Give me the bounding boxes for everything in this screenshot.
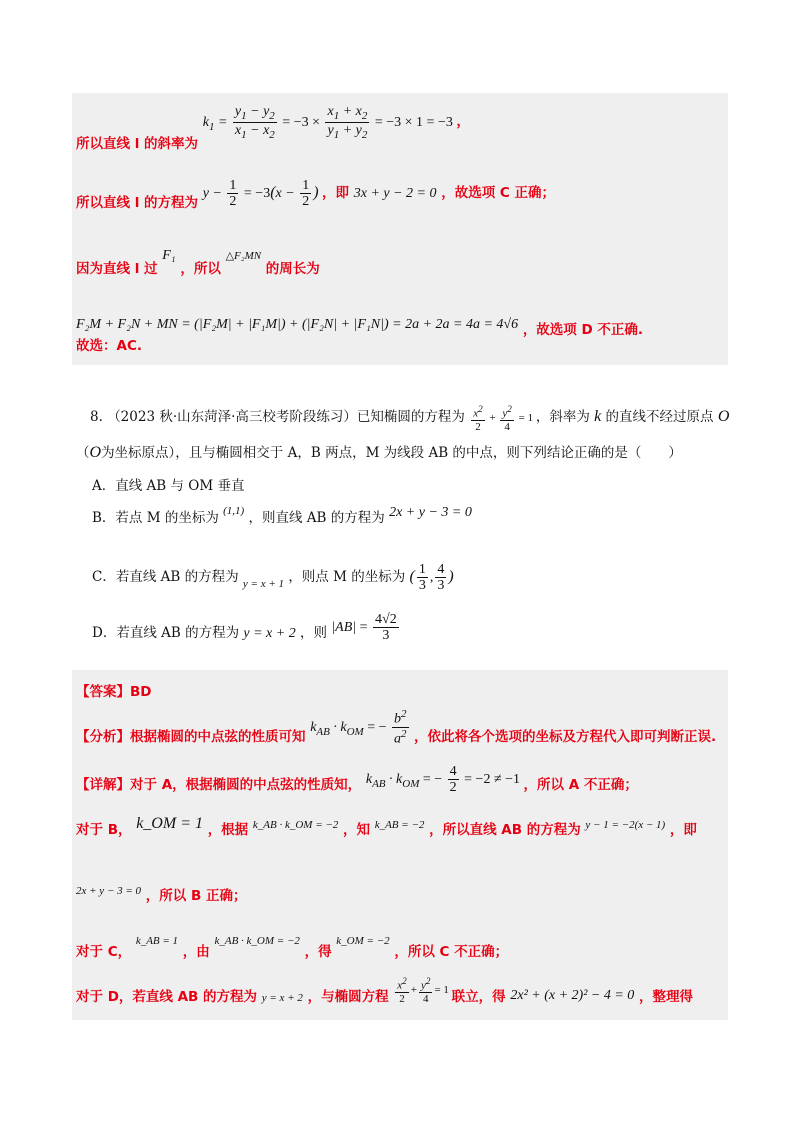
perimeter-line: F₂M + F₂N + MN = (|F₂M| + |F₁M|) + (|F₂N| + |F₁N|) = 2a + 2a = 4a = 4√6 ，故选项 D 不正确.: [76, 317, 644, 338]
option-b-equation: 2x + y − 3 = 0: [389, 505, 472, 520]
case-d-ellipse: $\frac{x^2}{2}$ + $\frac{y^2}{4}$ = 1: [397, 976, 449, 1005]
option-d-equation: y = x + 2: [243, 626, 296, 642]
choice-line: 故选：AC.: [76, 338, 142, 354]
origin-symbol: O: [717, 407, 730, 425]
question-line-1: 8. （2023 秋·山东菏泽·高三校考阶段练习）已知椭圆的方程为 $\frac{x^2}{2}$ + $\frac{y^2}{4}$ = 1 ，斜率为 k 的直线不经过原点 O: [90, 404, 730, 433]
case-b-product: k_AB · k_OM = −2: [252, 819, 339, 831]
option-d-length: |AB| = $\frac{4√2}{3}$: [331, 612, 397, 644]
focus-symbol: F₁: [162, 248, 176, 263]
option-a: A．直线 AB 与 OM 垂直: [92, 478, 245, 494]
case-b-line: 对于 B， k_OM = 1 ，根据 k_AB · k_OM = −2 ，知 k_AB = −2 ，所以直线 AB 的方程为 y − 1 = −2(x − 1) ，即: [76, 815, 697, 838]
case-b-result: 2x + y − 3 = 0: [76, 885, 142, 897]
case-c-product: k_AB · k_OM = −2: [214, 935, 300, 947]
ellipse-equation: $\frac{x^2}{2}$ + $\frac{y^2}{4}$ = 1: [473, 404, 534, 433]
case-b-equation: y − 1 = −2(x − 1): [585, 819, 666, 831]
option-c: C．若直线 AB 的方程为 $_{y = x + 1}$ ，则点 M 的坐标为 ( $\frac{1}{3}$ , $\frac{4}{3}$ ): [92, 562, 454, 594]
detail-formula: $k_{AB} \cdot k_{OM}$ = − $\frac{4}{2}$ = −2 ≠ −1: [365, 764, 521, 796]
option-b-point: (1,1): [223, 505, 245, 517]
question-line-2: （O为坐标原点），且与椭圆相交于 A，B 两点，M 为线段 AB 的中点，则下列结论正确的是（ ）: [76, 444, 682, 461]
option-b: B．若点 M 的坐标为 $^{(1,1)}$ ，则直线 AB 的方程为 2x + y − 3 = 0: [92, 505, 472, 526]
case-d-line: 对于 D，若直线 AB 的方程为 $_{y = x + 2}$ ，与椭圆方程 $\frac{x^2}{2}$ + $\frac{y^2}{4}$ = 1 联立，得 2x² + (x + 2)² − 4 = 0 ，整理得: [76, 976, 693, 1005]
case-d-system: 2x² + (x + 2)² − 4 = 0: [510, 987, 635, 1003]
analysis-line: 【分析】根据椭圆的中点弦的性质可知 $k_{AB} \cdot k_{OM}$ = − $\frac{b^2}{a^2}$ ，依此将各个选项的坐标及方程代入即可判断正误.: [76, 708, 717, 747]
answer-line: 【答案】BD: [76, 684, 152, 700]
detail-line: 【详解】对于 A，根据椭圆的中点弦的性质知， $k_{AB} \cdot k_{OM}$ = − $\frac{4}{2}$ = −2 ≠ −1 ，所以 A 不正确；: [76, 764, 638, 796]
case-c-line: 对于 C， k_AB = 1 ，由 k_AB · k_OM = −2 ，得 k_OM = −2 ，所以 C 不正确；: [76, 935, 509, 960]
triangle-symbol: △F₂MN: [225, 250, 262, 262]
slope-line: 所以直线 l 的斜率为 $k_1$ = $\frac{y_1 - y_2}{x_1 - x_2}$ = −3 × $\frac{x_1 + x_2}{y_1 + y_2}$ = −3 × 1 = −3 ，: [76, 104, 470, 152]
case-c-kab: k_AB = 1: [135, 935, 179, 947]
case-d-equation: y = x + 2: [261, 991, 303, 1004]
case-b-kab: k_AB = −2: [374, 819, 425, 831]
case-c-kom: k_OM = −2: [336, 935, 390, 947]
equation-line: 所以直线 l 的方程为 y − $\frac{1}{2}$ = −3(x − $\frac{1}{2}$ ) ，即 3x + y − 2 = 0 ，故选项 C 正确；: [76, 178, 556, 212]
equation-result: 3x + y − 2 = 0: [353, 186, 437, 202]
equation-formula: y − $\frac{1}{2}$ = −3(x − $\frac{1}{2}$ ): [202, 178, 319, 210]
case-b-kom: k_OM = 1: [136, 815, 203, 832]
perimeter-formula: F₂M + F₂N + MN = (|F₂M| + |F₁M|) + (|F₂N| + |F₁N|) = 2a + 2a = 4a = 4√6: [76, 317, 519, 332]
option-d: D．若直线 AB 的方程为 y = x + 2 ，则 |AB| = $\frac{4√2}{3}$: [92, 612, 401, 644]
slope-formula: $k_1$ = $\frac{y_1 - y_2}{x_1 - x_2}$ = −3 × $\frac{x_1 + x_2}{y_1 + y_2}$ = −3 × 1 = −3: [202, 104, 453, 141]
analysis-formula: $k_{AB} \cdot k_{OM}$ = − $\frac{b^2}{a^2}$: [310, 708, 407, 747]
option-c-equation: y = x + 1: [242, 578, 285, 591]
focus-line: 因为直线 l 过 F₁ ，所以 $^{\triangle F_2MN}$ 的周长为: [76, 248, 320, 277]
option-c-point: ( $\frac{1}{3}$ , $\frac{4}{3}$ ): [409, 562, 454, 594]
case-b-result-line: 2x + y − 3 = 0 ，所以 B 正确；: [76, 885, 247, 904]
slope-symbol: k: [594, 407, 602, 425]
